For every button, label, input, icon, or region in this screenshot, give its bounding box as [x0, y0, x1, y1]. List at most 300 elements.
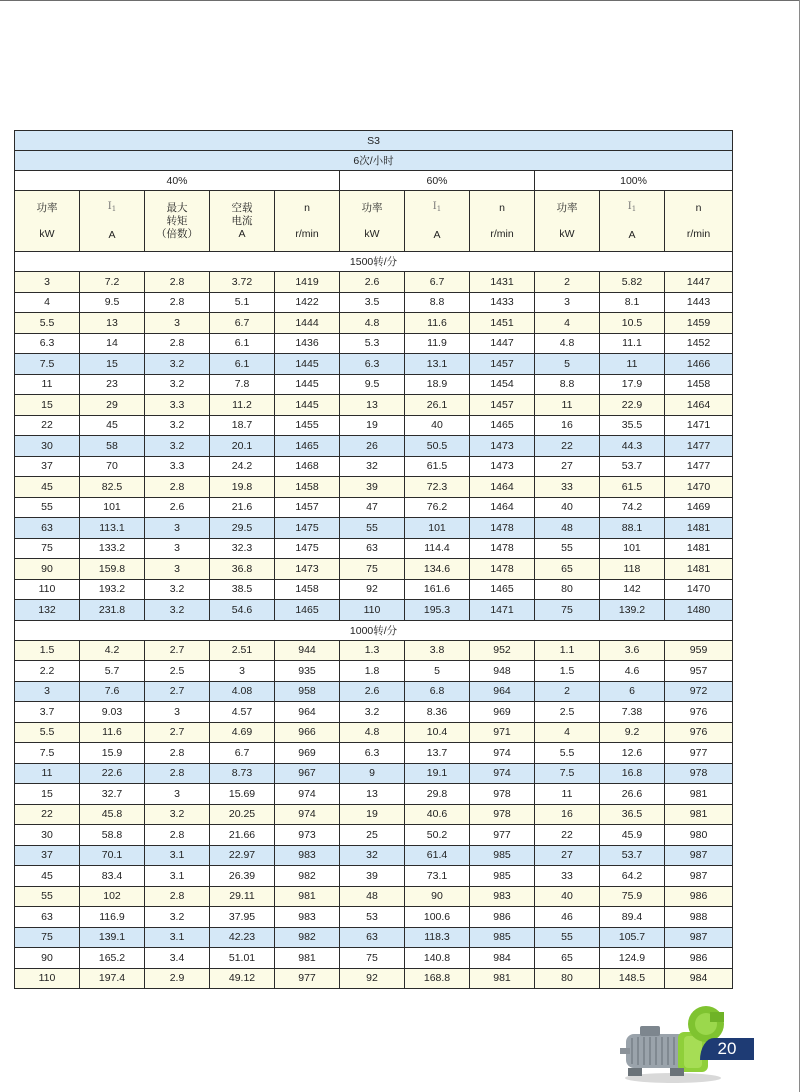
table-cell: 1458 — [275, 579, 340, 600]
table-cell: 981 — [665, 804, 733, 825]
table-cell: 58.8 — [80, 825, 145, 846]
table-cell: 80 — [535, 579, 600, 600]
table-cell: 61.5 — [405, 456, 470, 477]
table-cell: 8.8 — [405, 292, 470, 313]
table-cell: 168.8 — [405, 968, 470, 989]
table-cell: 1480 — [665, 600, 733, 621]
table-cell: 22.97 — [210, 845, 275, 866]
table-cell: 22 — [535, 436, 600, 457]
header-current: $I_1$ A — [600, 191, 665, 252]
table-cell: 3.2 — [145, 374, 210, 395]
table-cell: 1445 — [275, 374, 340, 395]
table-cell: 1473 — [470, 456, 535, 477]
table-cell: 161.6 — [405, 579, 470, 600]
table-cell: 63 — [15, 907, 80, 928]
table-cell: 3.3 — [145, 456, 210, 477]
table-cell: 987 — [665, 927, 733, 948]
table-cell: 9.03 — [80, 702, 145, 723]
table-row — [15, 559, 733, 580]
header-noload-current: 空载 电流 A — [210, 191, 275, 252]
table-cell: 36.8 — [210, 559, 275, 580]
table-cell: 2.7 — [145, 722, 210, 743]
table-cell: 50.2 — [405, 825, 470, 846]
table-cell: 985 — [470, 845, 535, 866]
table-cell: 6.7 — [210, 743, 275, 764]
table-cell: 24.2 — [210, 456, 275, 477]
table-cell: 101 — [600, 538, 665, 559]
table-cell: 1.1 — [535, 640, 600, 661]
table-cell: 22 — [535, 825, 600, 846]
table-cell: 22.6 — [80, 763, 145, 784]
table-row — [15, 333, 733, 354]
table-cell: 48 — [340, 886, 405, 907]
table-cell: 6.1 — [210, 354, 275, 375]
table-cell: 3.2 — [145, 579, 210, 600]
table-cell: 3 — [210, 661, 275, 682]
table-cell: 19 — [340, 804, 405, 825]
table-cell: 8.1 — [600, 292, 665, 313]
table-cell: 986 — [470, 907, 535, 928]
table-row — [15, 600, 733, 621]
table-row — [15, 845, 733, 866]
table-cell: 2.2 — [15, 661, 80, 682]
table-cell: 957 — [665, 661, 733, 682]
table-cell: 118 — [600, 559, 665, 580]
table-cell: 3 — [535, 292, 600, 313]
table-cell: 1471 — [665, 415, 733, 436]
table-cell: 32.7 — [80, 784, 145, 805]
header-power: 功率 kW — [15, 191, 80, 252]
table-cell: 63 — [340, 927, 405, 948]
table-cell: 983 — [275, 907, 340, 928]
table-cell: 1.8 — [340, 661, 405, 682]
table-cell: 142 — [600, 579, 665, 600]
table-cell: 3 — [145, 559, 210, 580]
table-cell: 54.6 — [210, 600, 275, 621]
table-cell: 15 — [15, 395, 80, 416]
table-cell: 2.8 — [145, 743, 210, 764]
table-cell: 11.1 — [600, 333, 665, 354]
table-cell: 1471 — [470, 600, 535, 621]
table-cell: 1470 — [665, 477, 733, 498]
table-cell: 110 — [340, 600, 405, 621]
table-cell: 984 — [665, 968, 733, 989]
table-cell: 21.6 — [210, 497, 275, 518]
table-cell: 2.8 — [145, 333, 210, 354]
table-cell: 1457 — [470, 354, 535, 375]
table-cell: 2.6 — [340, 272, 405, 293]
table-cell: 1478 — [470, 559, 535, 580]
table-cell: 5.5 — [15, 313, 80, 334]
table-cell: 7.5 — [535, 763, 600, 784]
table-cell: 1469 — [665, 497, 733, 518]
table-cell: 53.7 — [600, 845, 665, 866]
table-row — [15, 661, 733, 682]
table-cell: 952 — [470, 640, 535, 661]
table-cell: 110 — [15, 579, 80, 600]
table-cell: 974 — [275, 784, 340, 805]
table-cell: 1473 — [275, 559, 340, 580]
table-cell: 1464 — [470, 497, 535, 518]
table-cell: 75 — [535, 600, 600, 621]
table-cell: 18.9 — [405, 374, 470, 395]
table-cell: 3.1 — [145, 927, 210, 948]
table-cell: 140.8 — [405, 948, 470, 969]
table-cell: 3.5 — [340, 292, 405, 313]
table-cell: 1465 — [470, 579, 535, 600]
table-cell: 70.1 — [80, 845, 145, 866]
table-cell: 13.1 — [405, 354, 470, 375]
table-cell: 73.1 — [405, 866, 470, 887]
table-row — [15, 743, 733, 764]
table-cell: 13 — [340, 395, 405, 416]
table-cell: 982 — [275, 927, 340, 948]
table-cell: 1447 — [470, 333, 535, 354]
table-cell: 1443 — [665, 292, 733, 313]
table-cell: 1451 — [470, 313, 535, 334]
table-cell: 139.1 — [80, 927, 145, 948]
table-cell: 40 — [405, 415, 470, 436]
table-cell: 11 — [535, 395, 600, 416]
table-cell: 45.8 — [80, 804, 145, 825]
table-cell: 27 — [535, 456, 600, 477]
header-current: $I_1$ A — [405, 191, 470, 252]
table-cell: 4.8 — [340, 722, 405, 743]
table-cell: 88.1 — [600, 518, 665, 539]
table-cell: 1.5 — [15, 640, 80, 661]
table-row — [15, 927, 733, 948]
table-cell: 55 — [340, 518, 405, 539]
table-row — [15, 354, 733, 375]
table-cell: 90 — [15, 559, 80, 580]
table-cell: 197.4 — [80, 968, 145, 989]
table-cell: 25 — [340, 825, 405, 846]
table-cell: 22 — [15, 415, 80, 436]
table-cell: 102 — [80, 886, 145, 907]
table-cell: 3.1 — [145, 845, 210, 866]
table-cell: 65 — [535, 948, 600, 969]
table-cell: 5.1 — [210, 292, 275, 313]
table-cell: 974 — [470, 743, 535, 764]
table-cell: 29 — [80, 395, 145, 416]
table-cell: 72.3 — [405, 477, 470, 498]
table-cell: 5.3 — [340, 333, 405, 354]
table-cell: 11 — [600, 354, 665, 375]
table-row — [15, 825, 733, 846]
table-cell: 6 — [600, 681, 665, 702]
table-cell: 75 — [340, 948, 405, 969]
table-cell: 969 — [275, 743, 340, 764]
table-cell: 7.2 — [80, 272, 145, 293]
table-body — [15, 252, 733, 989]
table-cell: 2 — [535, 272, 600, 293]
table-cell: 976 — [665, 702, 733, 723]
table-cell: 15 — [15, 784, 80, 805]
table-row — [15, 579, 733, 600]
table-row — [15, 272, 733, 293]
table-cell: 32 — [340, 456, 405, 477]
table-cell: 7.38 — [600, 702, 665, 723]
table-cell: 958 — [275, 681, 340, 702]
table-cell: 1431 — [470, 272, 535, 293]
table-cell: 4.57 — [210, 702, 275, 723]
table-cell: 1447 — [665, 272, 733, 293]
table-cell: 974 — [470, 763, 535, 784]
table-cell: 17.9 — [600, 374, 665, 395]
page-border-top — [0, 0, 799, 1]
table-cell: 39 — [340, 866, 405, 887]
table-cell: 45 — [15, 477, 80, 498]
table-cell: 978 — [470, 784, 535, 805]
table-cell: 1422 — [275, 292, 340, 313]
table-cell: 4.69 — [210, 722, 275, 743]
table-cell: 983 — [470, 886, 535, 907]
table-cell: 27 — [535, 845, 600, 866]
table-cell: 1445 — [275, 395, 340, 416]
table-row — [15, 477, 733, 498]
table-cell: 4.8 — [340, 313, 405, 334]
header-current: $I_1$ A — [80, 191, 145, 252]
table-row — [15, 968, 733, 989]
table-cell: 1459 — [665, 313, 733, 334]
table-cell: 195.3 — [405, 600, 470, 621]
table-cell: 13 — [80, 313, 145, 334]
table-cell: 3.72 — [210, 272, 275, 293]
table-cell: 114.4 — [405, 538, 470, 559]
table-cell: 26.6 — [600, 784, 665, 805]
table-cell: 40 — [535, 497, 600, 518]
header-power: 功率 kW — [535, 191, 600, 252]
table-cell: 105.7 — [600, 927, 665, 948]
table-cell: 1478 — [470, 518, 535, 539]
table-cell: 11 — [15, 374, 80, 395]
table-cell: 1481 — [665, 518, 733, 539]
table-cell: 5.5 — [535, 743, 600, 764]
table-cell: 55 — [15, 497, 80, 518]
table-cell: 53.7 — [600, 456, 665, 477]
table-cell: 74.2 — [600, 497, 665, 518]
table-cell: 20.1 — [210, 436, 275, 457]
table-cell: 3.2 — [145, 354, 210, 375]
table-cell: 110 — [15, 968, 80, 989]
table-cell: 6.3 — [340, 354, 405, 375]
table-cell: 1436 — [275, 333, 340, 354]
table-cell: 977 — [275, 968, 340, 989]
table-cell: 2.9 — [145, 968, 210, 989]
table-cell: 3.2 — [145, 415, 210, 436]
table-cell: 1466 — [665, 354, 733, 375]
table-cell: 51.01 — [210, 948, 275, 969]
table-cell: 132 — [15, 600, 80, 621]
table-cell: 3.2 — [145, 804, 210, 825]
table-cell: 1457 — [470, 395, 535, 416]
table-cell: 14 — [80, 333, 145, 354]
table-cell: 4 — [15, 292, 80, 313]
table-cell: 5 — [535, 354, 600, 375]
table-cell: 964 — [470, 681, 535, 702]
table-cell: 935 — [275, 661, 340, 682]
table-cell: 75 — [15, 927, 80, 948]
table-cell: 978 — [470, 804, 535, 825]
table-cell: 32.3 — [210, 538, 275, 559]
table-cell: 148.5 — [600, 968, 665, 989]
table-cell: 53 — [340, 907, 405, 928]
table-cell: 33 — [535, 477, 600, 498]
table-cell: 973 — [275, 825, 340, 846]
table-cell: 1444 — [275, 313, 340, 334]
table-cell: 29.8 — [405, 784, 470, 805]
table-row — [15, 518, 733, 539]
table-cell: 3 — [145, 784, 210, 805]
table-cell: 2.6 — [340, 681, 405, 702]
table-cell: 101 — [405, 518, 470, 539]
table-cell: 26.1 — [405, 395, 470, 416]
table-cell: 3 — [145, 518, 210, 539]
table-cell: 2.7 — [145, 640, 210, 661]
table-cell: 5.5 — [15, 722, 80, 743]
table-cell: 37 — [15, 456, 80, 477]
table-cell: 55 — [535, 927, 600, 948]
table-cell: 1445 — [275, 354, 340, 375]
table-cell: 1464 — [665, 395, 733, 416]
table-cell: 1419 — [275, 272, 340, 293]
table-cell: 944 — [275, 640, 340, 661]
table-cell: 22.9 — [600, 395, 665, 416]
table-cell: 984 — [470, 948, 535, 969]
table-cell: 13.7 — [405, 743, 470, 764]
table-cell: 3.4 — [145, 948, 210, 969]
table-cell: 7.5 — [15, 354, 80, 375]
table-cell: 75.9 — [600, 886, 665, 907]
table-row — [15, 395, 733, 416]
table-cell: 967 — [275, 763, 340, 784]
table-cell: 3.6 — [600, 640, 665, 661]
table-row — [15, 722, 733, 743]
table-cell: 974 — [275, 804, 340, 825]
table-cell: 2.5 — [535, 702, 600, 723]
motor-spec-table — [14, 130, 733, 989]
table-cell: 1481 — [665, 559, 733, 580]
table-cell: 13 — [340, 784, 405, 805]
table-cell: 2.51 — [210, 640, 275, 661]
table-row — [15, 886, 733, 907]
table-cell: 9.2 — [600, 722, 665, 743]
table-cell: 3 — [145, 702, 210, 723]
table-cell: 89.4 — [600, 907, 665, 928]
table-cell: 966 — [275, 722, 340, 743]
table-cell: 7.8 — [210, 374, 275, 395]
group-100: 100% — [535, 171, 733, 191]
table-cell: 4.8 — [535, 333, 600, 354]
table-cell: 116.9 — [80, 907, 145, 928]
table-cell: 9.5 — [340, 374, 405, 395]
table-cell: 6.3 — [15, 333, 80, 354]
table-cell: 35.5 — [600, 415, 665, 436]
table-cell: 80 — [535, 968, 600, 989]
table-cell: 45.9 — [600, 825, 665, 846]
table-cell: 4.6 — [600, 661, 665, 682]
table-cell: 1452 — [665, 333, 733, 354]
table-cell: 70 — [80, 456, 145, 477]
table-row — [15, 784, 733, 805]
table-cell: 45 — [15, 866, 80, 887]
table-cell: 5.7 — [80, 661, 145, 682]
table-cell: 9 — [340, 763, 405, 784]
table-cell: 10.5 — [600, 313, 665, 334]
table-cell: 2 — [535, 681, 600, 702]
table-cell: 5.82 — [600, 272, 665, 293]
table-cell: 26 — [340, 436, 405, 457]
table-cell: 82.5 — [80, 477, 145, 498]
table-cell: 38.5 — [210, 579, 275, 600]
table-cell: 118.3 — [405, 927, 470, 948]
table-cell: 12.6 — [600, 743, 665, 764]
table-cell: 101 — [80, 497, 145, 518]
table-cell: 987 — [665, 866, 733, 887]
table-cell: 2.7 — [145, 681, 210, 702]
table-cell: 8.8 — [535, 374, 600, 395]
table-cell: 1465 — [275, 436, 340, 457]
table-cell: 48 — [535, 518, 600, 539]
table-cell: 1.5 — [535, 661, 600, 682]
table-cell: 159.8 — [80, 559, 145, 580]
table-cell: 63 — [340, 538, 405, 559]
table-cell: 2.8 — [145, 825, 210, 846]
table-cell: 2.8 — [145, 272, 210, 293]
table-cell: 26.39 — [210, 866, 275, 887]
table-cell: 6.1 — [210, 333, 275, 354]
table-cell: 1464 — [470, 477, 535, 498]
group-60: 60% — [340, 171, 535, 191]
table-cell: 2.8 — [145, 292, 210, 313]
table-cell: 11.9 — [405, 333, 470, 354]
section-speed-label: 1500转/分 — [15, 252, 733, 272]
table-cell: 124.9 — [600, 948, 665, 969]
table-cell: 1455 — [275, 415, 340, 436]
table-cell: 982 — [275, 866, 340, 887]
table-cell: 3 — [145, 313, 210, 334]
table-cell: 1475 — [275, 518, 340, 539]
table-cell: 981 — [470, 968, 535, 989]
table-row — [15, 415, 733, 436]
table-cell: 50.5 — [405, 436, 470, 457]
table-cell: 3.3 — [145, 395, 210, 416]
table-cell: 977 — [470, 825, 535, 846]
table-cell: 987 — [665, 845, 733, 866]
table-cell: 19 — [340, 415, 405, 436]
table-cell: 44.3 — [600, 436, 665, 457]
table-cell: 959 — [665, 640, 733, 661]
table-cell: 49.12 — [210, 968, 275, 989]
table-cell: 1475 — [275, 538, 340, 559]
table-cell: 2.8 — [145, 886, 210, 907]
table-cell: 1477 — [665, 436, 733, 457]
table-cell: 1433 — [470, 292, 535, 313]
table-cell: 3 — [15, 681, 80, 702]
table-cell: 977 — [665, 743, 733, 764]
table-cell: 1458 — [275, 477, 340, 498]
table-cell: 90 — [405, 886, 470, 907]
table-row — [15, 681, 733, 702]
table-cell: 1473 — [470, 436, 535, 457]
table-cell: 33 — [535, 866, 600, 887]
table-cell: 983 — [275, 845, 340, 866]
table-cell: 36.5 — [600, 804, 665, 825]
table-cell: 4.08 — [210, 681, 275, 702]
table-cell: 11.2 — [210, 395, 275, 416]
table-cell: 3 — [15, 272, 80, 293]
table-cell: 90 — [15, 948, 80, 969]
